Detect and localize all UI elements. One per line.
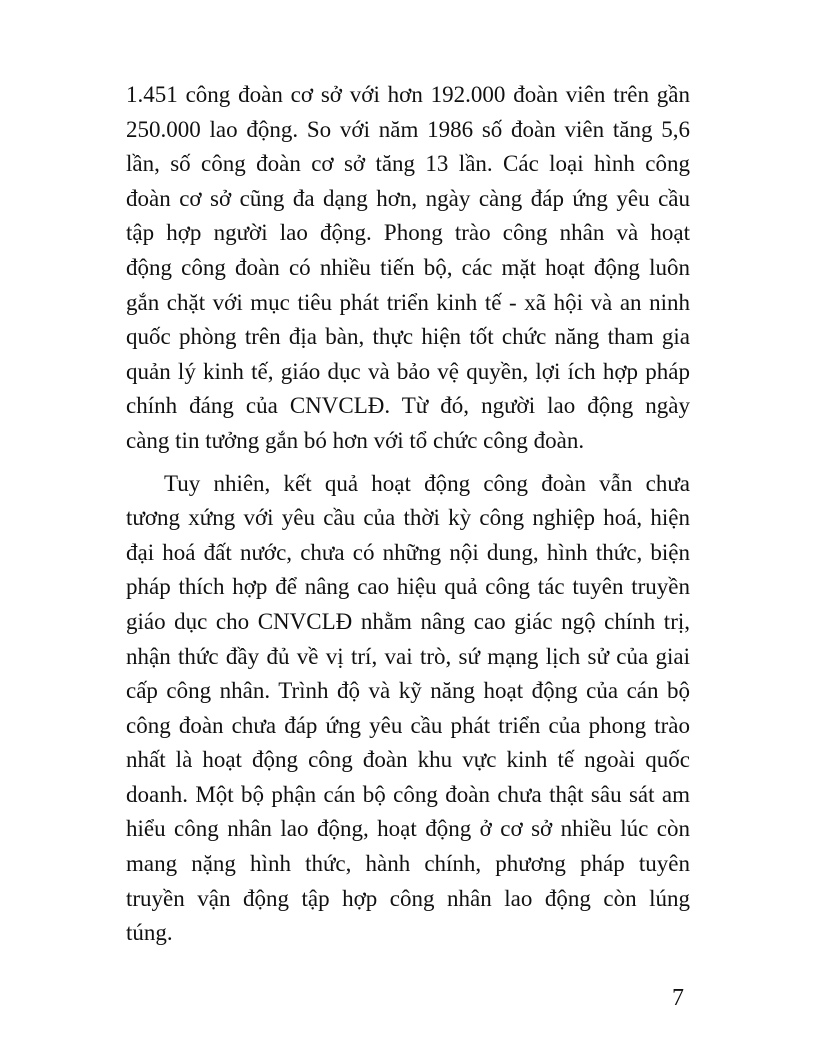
page-number: 7 [672,985,684,1011]
text-line: gắn chặt với mục tiêu phát triển kinh tế - xã hội và an ninh [126,289,690,315]
text-line: 1.451 công đoàn cơ sở với hơn 192.000 đoàn viên trên gần [126,82,690,107]
paragraph-1 [126,78,690,459]
text-line: công đoàn chưa đáp ứng yêu cầu phát triển của phong trào [126,712,690,738]
text-line: 250.000 lao động. So với năm 1986 số đoàn viên tăng 5,6 [126,116,690,142]
text-line: hiểu công nhân lao động, hoạt động ở cơ sở nhiều lúc còn [126,816,690,842]
text-line: càng tin tưởng gắn bó hơn với tổ chức công đoàn. [126,427,585,453]
text-line: truyền vận động tập hợp công nhân lao động còn lúng [126,885,690,911]
text-line: quốc phòng trên địa bàn, thực hiện tốt chức năng tham gia [126,324,690,350]
text-line: Tuy nhiên, kết quả hoạt động công đoàn vẫn chưa [164,470,690,496]
text-line: pháp thích hợp để nâng cao hiệu quả công tác tuyên truyền [126,574,690,600]
text-line: túng. [126,920,173,946]
text-line: quản lý kinh tế, giáo dục và bảo vệ quyền, lợi ích hợp pháp [126,358,690,384]
text-line: động công đoàn có nhiều tiến bộ, các mặt hoạt động luôn [126,254,690,280]
text-line: nhất là hoạt động công đoàn khu vực kinh tế ngoài quốc [126,747,690,773]
text-line: đoàn cơ sở cũng đa dạng hơn, ngày càng đáp ứng yêu cầu [126,185,690,211]
text-line: đại hoá đất nước, chưa có những nội dung, hình thức, biện [126,539,690,565]
text-line: tập hợp người lao động. Phong trào công nhân và hoạt [126,220,690,246]
text-line: tương xứng với yêu cầu của thời kỳ công nghiệp hoá, hiện [126,505,690,531]
paragraph-2 [126,467,690,951]
text-line: lần, số công đoàn cơ sở tăng 13 lần. Các loại hình công [126,151,690,177]
text-line: nhận thức đầy đủ về vị trí, vai trò, sứ mạng lịch sử của giai [126,643,690,669]
text-line: doanh. Một bộ phận cán bộ công đoàn chưa thật sâu sát am [126,781,690,807]
text-line: cấp công nhân. Trình độ và kỹ năng hoạt động của cán bộ [126,678,690,704]
text-line: mang nặng hình thức, hành chính, phương pháp tuyên [126,851,690,877]
text-line: giáo dục cho CNVCLĐ nhằm nâng cao giác ngộ chính trị, [126,608,690,634]
body-text [126,78,690,951]
text-line: chính đáng của CNVCLĐ. Từ đó, người lao động ngày [126,393,690,419]
